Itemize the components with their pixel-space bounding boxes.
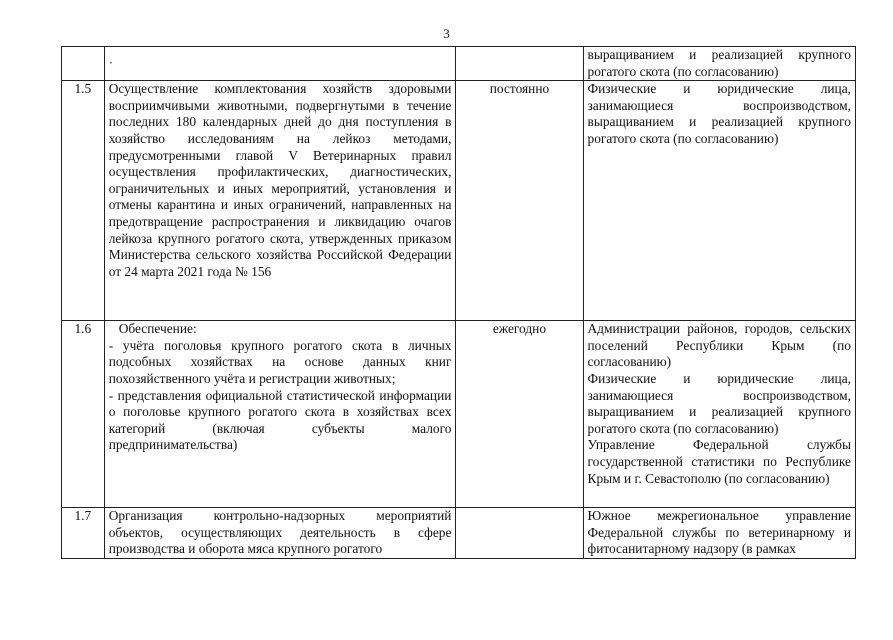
table-row [62,321,856,508]
period-cell [456,508,583,559]
measure-text: Организация контрольно-надзорных мероприятий объектов, осуществляющих деятельность в сфере производства и оборота мяса крупного рогатого [104,508,456,559]
responsible-text: Управление Федеральной службы государственной статистики по Республике Крым и г. Севастополю (по согласованию) [587,437,851,486]
measure-intro: Обеспечение: [118,321,197,337]
table-row [62,508,856,559]
period-cell: ежегодно [456,321,583,508]
measure-text [104,321,456,508]
responsible-text: Администрации районов, городов, сельских поселений Республики Крым (по согласованию) [587,321,851,370]
table-row [62,47,856,81]
page-number: 3 [443,26,450,41]
period-cell: постоянно [456,81,583,321]
measure-text: Осуществление комплектования хозяйств здоровыми восприимчивыми животными, подвергнутыми в течение последних 180 календарных дней до дня поступления в хозяйство исследованиям на лейкоз методами, предусмотренными главой V Ветеринарных правил осуществления профилактических, диагностических, ограничительных и иных мероприятий, установления и отмены карантина и иных ограничений, направленных на предотвращение распространения и ликвидацию очагов лейкоза крупного рогатого скота, утвержденных приказом Министерства сельского хозяйства Российской Федерации от 24 марта 2021 года № 156 [104,81,456,321]
responsible-text: выращиванием и реализацией крупного рогатого скота (по согласованию) [587,47,851,79]
table-row [62,81,856,321]
measure-item: - представления официальной статистической информации о поголовье крупного рогатого скота в хозяйствах всех категорий (включая субъекты малого предпринимательства) [108,387,452,453]
measure-item: - учёта поголовья крупного рогатого скота в личных подсобных хозяйствах на основе данных книг похозяйственного учёта и регистрации животных; [108,337,452,386]
responsible-text: Физические и юридические лица, занимающиеся воспроизводством, выращиванием и реализацией крупного рогатого скота (по согласованию) [587,370,851,436]
measures-table [61,46,856,559]
row-number: 1.5 [62,81,105,321]
measure-text: · [104,47,456,81]
responsible-cell [583,81,855,321]
period-cell [456,47,583,81]
responsible-cell [583,321,855,508]
row-number [62,47,105,81]
responsible-cell [583,508,855,559]
row-number: 1.6 [62,321,105,508]
responsible-text: Южное межрегиональное управление Федеральной службы по ветеринарному и фитосанитарному надзору (в рамках [587,508,851,557]
row-number: 1.7 [62,508,105,559]
responsible-cell [583,47,855,81]
responsible-text: Физические и юридические лица, занимающиеся воспроизводством, выращиванием и реализацией крупного рогатого скота (по согласованию) [587,81,851,146]
